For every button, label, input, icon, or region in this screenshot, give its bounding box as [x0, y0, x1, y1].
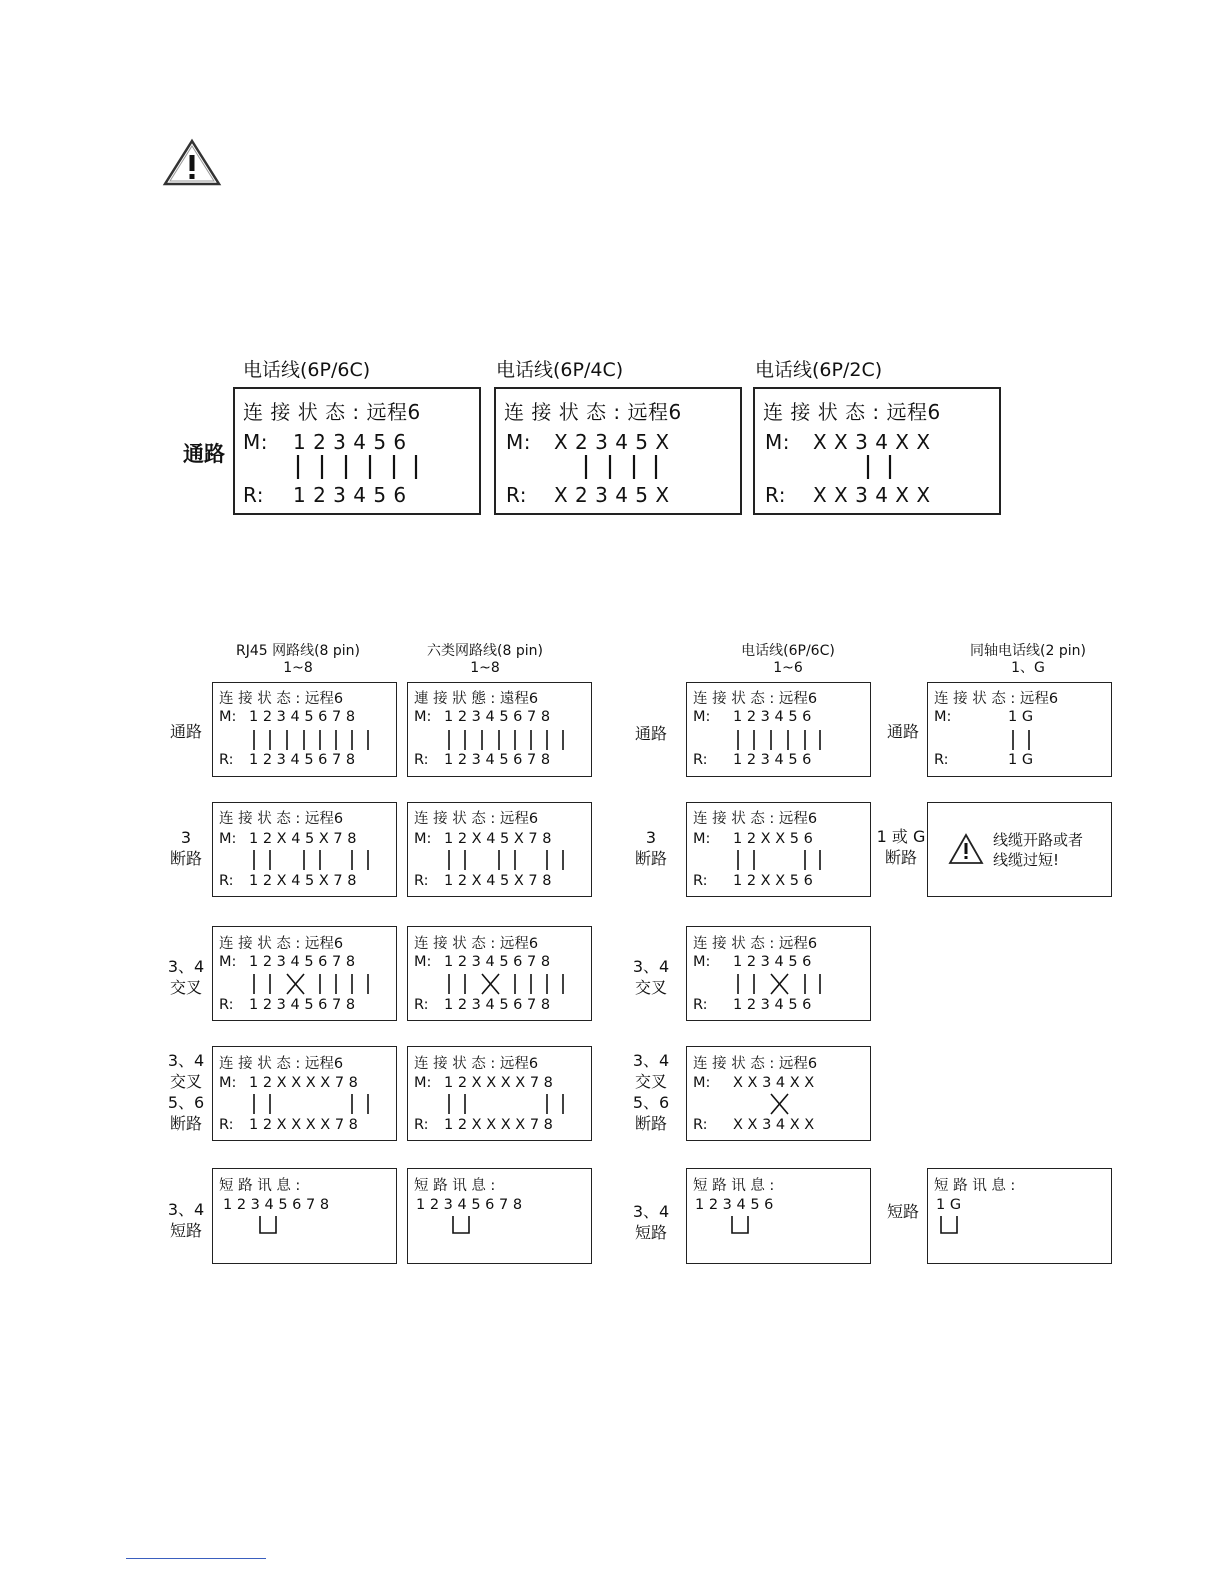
- r-label: R:: [219, 752, 234, 768]
- warning-triangle-icon: [948, 833, 984, 865]
- tester-display-panel: [407, 802, 592, 897]
- row-label: [872, 721, 934, 742]
- m-pins: 1 2 X X X X 7 8: [444, 1075, 553, 1091]
- row-label-text: 5、6: [167, 1093, 205, 1112]
- r-pins: X 2 3 4 5 X: [554, 483, 670, 507]
- warning-message: [993, 830, 1083, 870]
- status-line: 连 接 状 态 : 远程6: [219, 811, 344, 827]
- m-pins: 1 2 3 4 5 6: [733, 954, 812, 970]
- r-label: R:: [506, 483, 528, 507]
- r-pins: 1 2 3 4 5 6 7 8: [444, 752, 551, 768]
- r-pins: 1 G: [1008, 752, 1034, 768]
- r-pins: 1 2 X X 5 6: [733, 873, 813, 889]
- row-label-text: 3、4: [632, 957, 670, 976]
- row-label-text: 短路: [634, 1223, 667, 1242]
- m-label: M:: [219, 1075, 237, 1091]
- r-label: R:: [693, 1117, 708, 1133]
- row-label-text: 断路: [169, 849, 202, 868]
- m-label: M:: [693, 954, 711, 970]
- m-pins: 1 2 3 4 5 6: [293, 430, 407, 454]
- m-label: M:: [693, 1075, 711, 1091]
- m-label: M:: [934, 709, 952, 725]
- r-label: R:: [414, 1117, 429, 1133]
- m-label: M:: [243, 430, 268, 454]
- short-pins: 1 2 3 4 5 6 7 8: [416, 1197, 523, 1213]
- column-title: 电话线(6P/6C): [741, 643, 835, 659]
- column-subtitle: 1~8: [283, 660, 313, 676]
- row-label: [625, 1201, 677, 1243]
- m-label: M:: [693, 831, 711, 847]
- m-label: M:: [765, 430, 790, 454]
- m-label: M:: [414, 831, 432, 847]
- column-header-tel: [708, 643, 868, 677]
- m-pins: X 2 3 4 5 X: [554, 430, 670, 454]
- short-pins: 1 2 3 4 5 6: [695, 1197, 774, 1213]
- r-pins: 1 2 X X X X 7 8: [249, 1117, 358, 1133]
- row-label-text: 3、4: [632, 1202, 670, 1221]
- r-label: R:: [693, 997, 708, 1013]
- row-label-text: 3、4: [632, 1051, 670, 1070]
- status-line: 连 接 状 态 : 远程6: [414, 1056, 539, 1072]
- row-label: [160, 956, 212, 998]
- r-label: R:: [765, 483, 787, 507]
- column-header-cat6: [405, 643, 565, 677]
- m-pins: 1 2 3 4 5 6 7 8: [249, 954, 356, 970]
- status-line: 连 接 状 态 : 远程6: [219, 936, 344, 952]
- warning-triangle-icon: [162, 138, 222, 188]
- short-message-line: 短 路 讯 息 :: [219, 1178, 301, 1194]
- tester-display-panel: [407, 1046, 592, 1141]
- m-pins: 1 2 3 4 5 6 7 8: [444, 954, 551, 970]
- column-title: 六类网路线(8 pin): [427, 643, 543, 659]
- footer-divider: [126, 1558, 266, 1559]
- row-label: [160, 827, 212, 869]
- short-pins: 1 G: [936, 1197, 962, 1213]
- tester-display-panel: [407, 682, 592, 777]
- column-title: 同轴电话线(2 pin): [970, 643, 1086, 659]
- r-pins: 1 2 3 4 5 6: [293, 483, 407, 507]
- r-pins: 1 2 3 4 5 6 7 8: [249, 752, 356, 768]
- m-label: M:: [693, 709, 711, 725]
- tester-display-panel: [686, 802, 871, 897]
- row-label-text: 3、4: [167, 957, 205, 976]
- tester-display-panel: [927, 682, 1112, 777]
- status-line: 连 接 状 态 : 远程6: [219, 1056, 344, 1072]
- r-label: R:: [414, 752, 429, 768]
- r-pins: 1 2 X X X X 7 8: [444, 1117, 553, 1133]
- row-label: [625, 956, 677, 998]
- tester-display-panel: [212, 1046, 397, 1141]
- short-message-line: 短 路 讯 息 :: [693, 1178, 775, 1194]
- row-label-text: 交叉: [634, 978, 667, 997]
- r-pins: 1 2 X 4 5 X 7 8: [444, 873, 552, 889]
- m-label: M:: [506, 430, 531, 454]
- tester-display-panel: [494, 387, 742, 515]
- tester-display-panel: [233, 387, 481, 515]
- m-pins: 1 2 X X 5 6: [733, 831, 813, 847]
- short-message-line: 短 路 讯 息 :: [414, 1178, 496, 1194]
- tester-warning-panel: [927, 802, 1112, 897]
- tester-display-panel: [212, 926, 397, 1021]
- m-pins: X X 3 4 X X: [733, 1075, 815, 1091]
- row-label-text: 1 或 G: [876, 827, 926, 846]
- short-pins: 1 2 3 4 5 6 7 8: [223, 1197, 330, 1213]
- tester-display-panel: [407, 926, 592, 1021]
- r-label: R:: [693, 873, 708, 889]
- tester-display-panel: [753, 387, 1001, 515]
- status-line: 连 接 状 态 : 远程6: [693, 1056, 818, 1072]
- status-line: 连 接 状 态 : 远程6: [219, 691, 344, 707]
- m-label: M:: [219, 831, 237, 847]
- r-pins: 1 2 3 4 5 6: [733, 752, 812, 768]
- row-label-text: 通路: [169, 722, 202, 741]
- row-label: [625, 827, 677, 869]
- m-pins: 1 2 3 4 5 6 7 8: [444, 709, 551, 725]
- row-label-text: 3、4: [167, 1200, 205, 1219]
- row-label-text: 断路: [169, 1114, 202, 1133]
- tester-display-panel: [686, 1046, 871, 1141]
- tester-display-panel: [686, 1168, 871, 1264]
- r-pins: 1 2 3 4 5 6: [733, 997, 812, 1013]
- m-label: M:: [219, 954, 237, 970]
- status-line: 连 接 状 态 : 远程6: [243, 400, 421, 424]
- r-label: R:: [219, 1117, 234, 1133]
- m-pins: 1 2 X 4 5 X 7 8: [444, 831, 552, 847]
- row-label-text: 通路: [886, 722, 919, 741]
- row-label-text: 短路: [886, 1202, 919, 1221]
- m-label: M:: [219, 709, 237, 725]
- r-label: R:: [219, 997, 234, 1013]
- row-label-text: 断路: [634, 1114, 667, 1133]
- row-label-text: 3: [180, 828, 192, 847]
- r-label: R:: [693, 752, 708, 768]
- column-header-rj45: [218, 643, 378, 677]
- r-label: R:: [414, 873, 429, 889]
- status-line: 连 接 状 态 : 远程6: [414, 936, 539, 952]
- tester-display-panel: [212, 802, 397, 897]
- m-pins: 1 2 X X X X 7 8: [249, 1075, 358, 1091]
- r-label: R:: [219, 873, 234, 889]
- column-title: RJ45 网路线(8 pin): [235, 643, 361, 659]
- row-label-text: 断路: [884, 848, 917, 867]
- row-label-text: 3、4: [167, 1051, 205, 1070]
- r-label: R:: [414, 997, 429, 1013]
- row-label: [625, 1050, 677, 1134]
- status-line: 连 接 状 态 : 远程6: [504, 400, 682, 424]
- tester-display-panel: [686, 682, 871, 777]
- row-label-text: 交叉: [169, 978, 202, 997]
- warning-line: 线缆过短!: [993, 851, 1060, 869]
- status-line: 连 接 状 态 : 远程6: [693, 691, 818, 707]
- r-pins: X X 3 4 X X: [813, 483, 931, 507]
- tester-display-panel: [212, 682, 397, 777]
- m-label: M:: [414, 1075, 432, 1091]
- panel-header: 电话线(6P/4C): [496, 359, 624, 381]
- r-pins: X X 3 4 X X: [733, 1117, 815, 1133]
- row-label-text: 短路: [169, 1221, 202, 1240]
- status-line: 连 接 状 态 : 远程6: [763, 400, 941, 424]
- status-line: 連 接 狀 態 : 遠程6: [414, 691, 539, 707]
- row-label-text: 3: [645, 828, 657, 847]
- row-label-text: 交叉: [634, 1072, 667, 1091]
- r-pins: 1 2 3 4 5 6 7 8: [444, 997, 551, 1013]
- status-line: 连 接 状 态 : 远程6: [693, 936, 818, 952]
- tester-display-panel: [927, 1168, 1112, 1264]
- tester-display-panel: [212, 1168, 397, 1264]
- r-label: R:: [243, 483, 265, 507]
- row-label-text: 交叉: [169, 1072, 202, 1091]
- m-pins: 1 2 3 4 5 6: [733, 709, 812, 725]
- row-label: [160, 721, 212, 742]
- column-subtitle: 1~6: [773, 660, 803, 676]
- status-line: 连 接 状 态 : 远程6: [693, 811, 818, 827]
- column-subtitle: 1、G: [1011, 660, 1045, 676]
- row-label: [872, 1201, 934, 1222]
- row-label-text: 断路: [634, 849, 667, 868]
- panel-header: 电话线(6P/2C): [755, 359, 883, 381]
- m-label: M:: [414, 709, 432, 725]
- m-pins: 1 2 3 4 5 6 7 8: [249, 709, 356, 725]
- status-line: 连 接 状 态 : 远程6: [414, 811, 539, 827]
- row-label-text: 通路: [634, 724, 667, 743]
- row-label-pass: 通路: [183, 442, 225, 466]
- m-pins: 1 2 X 4 5 X 7 8: [249, 831, 357, 847]
- warning-line: 线缆开路或者: [993, 831, 1084, 849]
- column-subtitle: 1~8: [470, 660, 500, 676]
- status-line: 连 接 状 态 : 远程6: [934, 691, 1059, 707]
- column-header-coax: [938, 643, 1118, 677]
- tester-display-panel: [686, 926, 871, 1021]
- row-label: [160, 1050, 212, 1134]
- tester-display-panel: [407, 1168, 592, 1264]
- row-label: [625, 723, 677, 744]
- panel-header: 电话线(6P/6C): [243, 359, 371, 381]
- m-label: M:: [414, 954, 432, 970]
- row-label-text: 5、6: [632, 1093, 670, 1112]
- m-pins: 1 G: [1008, 709, 1034, 725]
- r-pins: 1 2 X 4 5 X 7 8: [249, 873, 357, 889]
- row-label: [160, 1199, 212, 1241]
- row-label: [872, 826, 930, 868]
- r-pins: 1 2 3 4 5 6 7 8: [249, 997, 356, 1013]
- r-label: R:: [934, 752, 949, 768]
- m-pins: X X 3 4 X X: [813, 430, 931, 454]
- short-message-line: 短 路 讯 息 :: [934, 1178, 1016, 1194]
